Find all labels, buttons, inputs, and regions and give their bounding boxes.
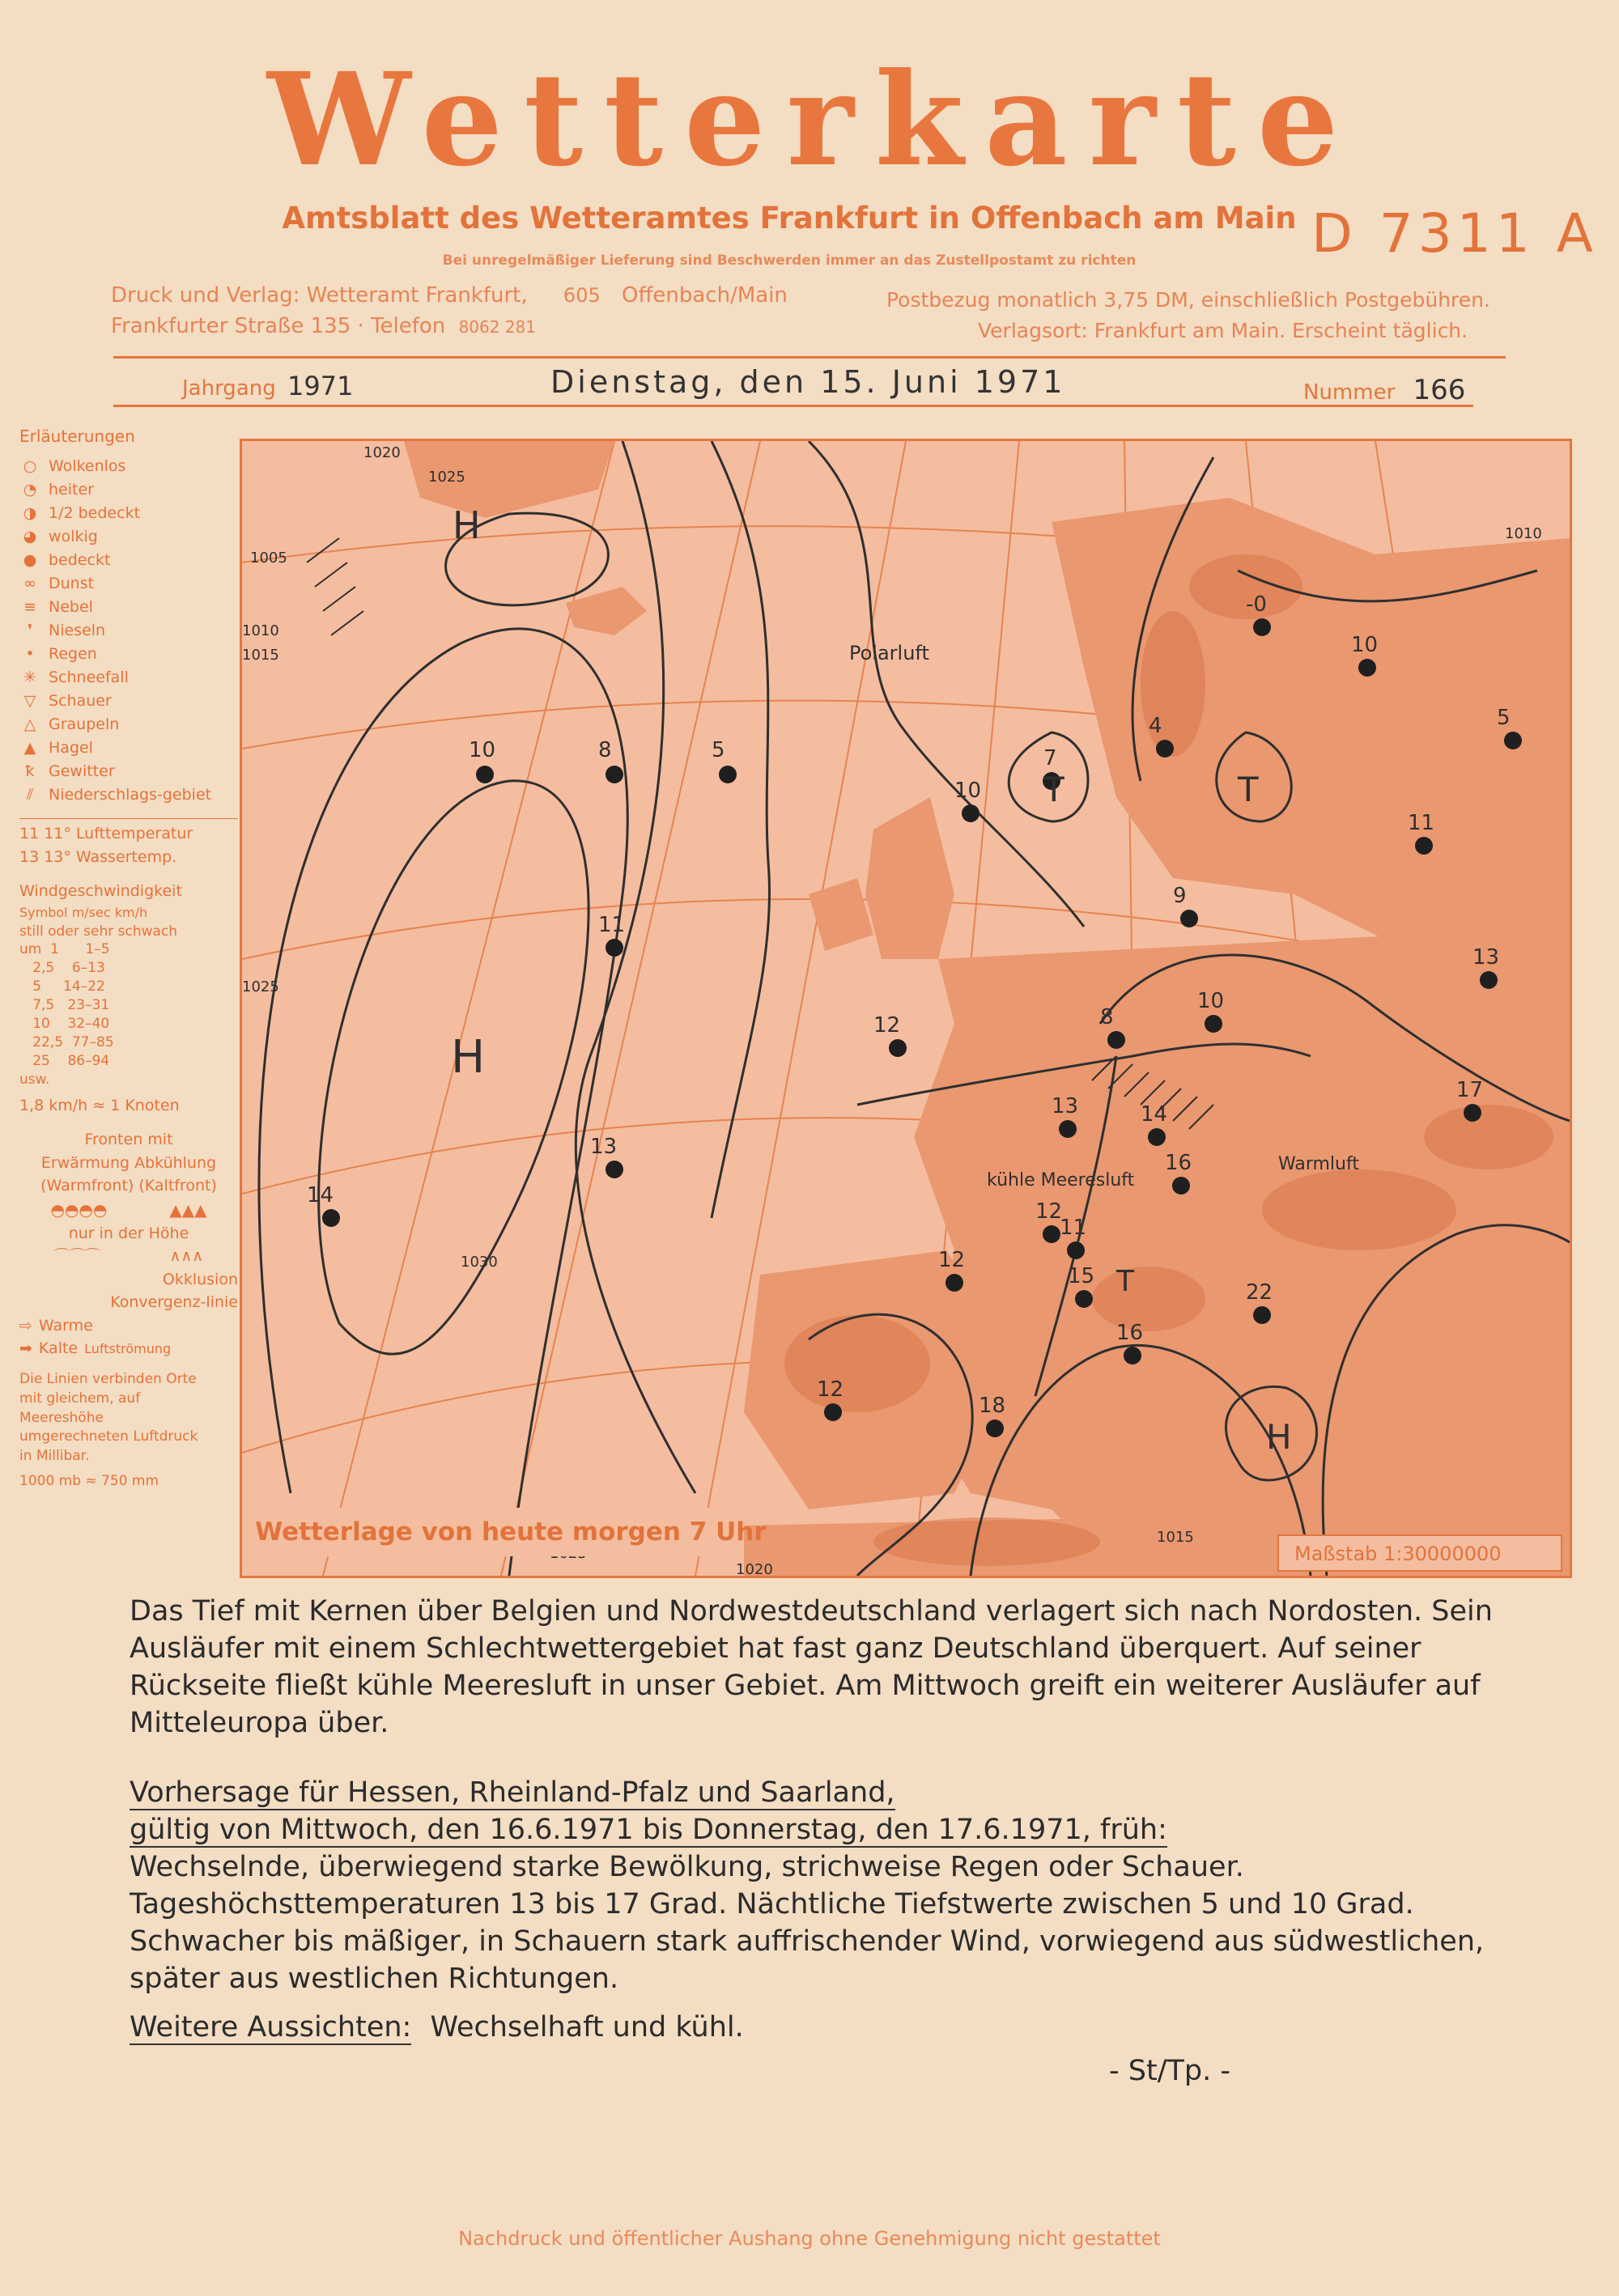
legend-heading: Erläuterungen (19, 427, 135, 446)
weather-symbol-icon: △ (23, 715, 36, 734)
subtitle: Amtsblatt des Wetteramtes Frankfurt in Offenbach am Main (282, 201, 1297, 236)
svg-text:1010: 1010 (1505, 525, 1542, 542)
forecast-head-2-text: gültig von Mittwoch, den 16.6.1971 bis Donnerstag, den 17.6.1971, früh: (130, 1814, 1167, 1846)
legend-item (19, 596, 238, 619)
legend-knot-note: 1,8 km/h ≈ 1 Knoten (19, 1096, 180, 1114)
forecast-text: Wechselnde, überwiegend starke Bewölkung, strichweise Regen oder Schauer. Tageshöchsttemperaturen 13 bis 17 Grad. Nächtliche Tiefstwerte zwischen 5 und 10 Grad. Schwacher bis mäßiger, in Schauern stark auffrischender Wind, vorwiegend aus südwestlichen, später aus westlichen Richtungen. (130, 1851, 1485, 1995)
weather-symbol-icon: ≡ (23, 598, 36, 617)
map-scale: Maßstab 1:30000000 (1294, 1543, 1502, 1565)
svg-text:1005: 1005 (250, 550, 287, 567)
legend-item (19, 666, 238, 690)
note-meeresluft: kühle Meeresluft (987, 1170, 1135, 1190)
signature: - St/Tp. - (1109, 2055, 1230, 2087)
legend-item (19, 478, 238, 502)
svg-text:9: 9 (1173, 884, 1187, 908)
svg-text:10: 10 (1197, 989, 1225, 1013)
legend-cold-air (19, 1337, 238, 1360)
upper-warmfront-icon: ⌒⌒⌒ (53, 1247, 100, 1266)
svg-text:10: 10 (954, 779, 982, 803)
svg-text:1025: 1025 (242, 978, 279, 995)
outlook-label: Weitere Aussichten: (130, 2011, 412, 2043)
legend-fronts-heading: Fronten mit (84, 1131, 173, 1149)
legend-items (19, 455, 238, 807)
weather-map-svg (242, 441, 1570, 1576)
svg-text:11: 11 (1408, 811, 1435, 835)
svg-text:16: 16 (1116, 1321, 1144, 1345)
legend-upper: nur in der Höhe (68, 1224, 189, 1242)
svg-text:1015: 1015 (242, 647, 279, 664)
weather-symbol-icon: ◕ (23, 528, 37, 546)
phone-number: 8062 281 (458, 317, 536, 337)
legend-item (19, 525, 238, 549)
legend-wind-heading: Windgeschwindigkeit (19, 882, 182, 900)
publisher-zip: 605 (563, 284, 601, 307)
note-polarluft: Polarluft (849, 642, 929, 664)
weather-map (240, 439, 1572, 1578)
legend-isobar-note: Die Linien verbinden Orte mit gleichem, auf Meereshöhe umgerechneten Luftdruck in Millibar. (19, 1370, 198, 1465)
publisher-line-1 (111, 283, 788, 308)
weather-symbol-icon: • (25, 645, 35, 664)
weather-symbol-icon: ● (23, 551, 37, 570)
situation-text: Das Tief mit Kernen über Belgien und Nordwestdeutschland verlagert sich nach Nordosten. Sein Ausläufer mit einem Schlechtwettergebiet hat fast ganz Deutschland überquert. Auf seiner Rückseite fließt kühle Meeresluft in unser Gebiet. Am Mittwoch greift ein weiterer Ausläufer auf Mitteleuropa über. (130, 1595, 1493, 1739)
low-center-label: T (1238, 770, 1259, 809)
weather-symbol-icon: ✳ (23, 668, 36, 687)
complaint-note: Bei unregelmäßiger Lieferung sind Beschwerden immer an das Zustellpostamt zu richten (442, 253, 1137, 269)
svg-text:12: 12 (1035, 1199, 1063, 1224)
legend-item (19, 502, 238, 525)
legend-wind-rows (19, 923, 238, 1089)
legend-item-label: Nebel (49, 598, 93, 617)
legend-item-label: wolkig (49, 528, 98, 546)
footer-note: Nachdruck und öffentlicher Aushang ohne Genehmigung nicht gestattet (458, 2227, 1161, 2250)
legend-item-label: Dunst (49, 575, 95, 593)
forecast-head-2 (130, 1811, 1554, 1848)
weather-symbol-icon: ❜ (27, 622, 33, 640)
legend-item (19, 549, 238, 572)
svg-text:10: 10 (469, 738, 496, 762)
warmfront-icon: ◓◓◓◓ (50, 1199, 108, 1220)
map-caption: Wetterlage von heute morgen 7 Uhr (255, 1517, 767, 1547)
svg-text:8: 8 (598, 738, 612, 762)
wind-row: still oder sehr schwach (19, 923, 178, 940)
continent (914, 927, 1570, 1576)
svg-text:14: 14 (1141, 1102, 1168, 1127)
svg-text:18: 18 (979, 1394, 1006, 1418)
publisher-city: Offenbach/Main (622, 283, 788, 308)
legend-upper-symbols (19, 1245, 238, 1268)
low-center-label: T (1043, 770, 1064, 809)
wind-row: um 1 1–5 (19, 941, 110, 958)
publisher-address: Frankfurter Straße 135 · Telefon (111, 314, 446, 338)
svg-text:16: 16 (1165, 1151, 1192, 1175)
svg-text:13: 13 (590, 1135, 618, 1159)
svg-text:8: 8 (1100, 1005, 1114, 1029)
legend-item-label: Wolkenlos (49, 457, 126, 476)
subscription-line-2: Verlagsort: Frankfurt am Main. Erscheint täglich. (978, 319, 1468, 342)
svg-text:1020: 1020 (363, 444, 401, 461)
header-rule-top (113, 356, 1506, 359)
outlook-text: Wechselhaft und kühl. (430, 2011, 744, 2043)
legend-item-label: Regen (49, 645, 97, 664)
legend-cold: Kalte (38, 1339, 79, 1358)
forecast-head-1-text: Vorhersage für Hessen, Rheinland-Pfalz und Saarland, (130, 1776, 895, 1809)
wind-row: 2,5 6–13 (19, 960, 105, 977)
svg-text:5: 5 (712, 738, 725, 762)
svg-text:11: 11 (598, 913, 626, 937)
legend-wind-cols: Symbol m/sec km/h (19, 904, 148, 920)
legend-item-label: bedeckt (49, 551, 111, 570)
legend-item-label: heiter (49, 481, 94, 499)
outlook (130, 2009, 1554, 2046)
weather-symbol-icon: ⫽ (26, 786, 34, 804)
upper-coldfront-icon: ∧∧∧ (169, 1247, 204, 1266)
legend-fronts-sub2: (Warmfront) (Kaltfront) (40, 1177, 217, 1195)
high-center-label: H (451, 1031, 486, 1084)
wind-row: 25 86–94 (19, 1053, 110, 1070)
legend-item (19, 643, 238, 666)
svg-text:17: 17 (1456, 1078, 1484, 1102)
wind-row: 5 14–22 (19, 978, 105, 995)
legend-item-label: Schneefall (49, 668, 129, 687)
high-center-label: H (1266, 1417, 1292, 1457)
nummer-label: Nummer (1303, 380, 1396, 405)
legend-item-label: Hagel (49, 739, 93, 758)
weather-symbol-icon: ◑ (23, 504, 37, 523)
publisher-name: Druck und Verlag: Wetteramt Frankfurt, (111, 283, 528, 308)
svg-text:4: 4 (1149, 714, 1162, 738)
page-title: Wetterkarte (267, 45, 1360, 195)
wind-row: 10 32–40 (19, 1016, 110, 1033)
svg-text:14: 14 (307, 1183, 334, 1207)
svg-text:7: 7 (1043, 746, 1057, 770)
weather-symbol-icon: ◔ (23, 481, 37, 499)
svg-text:12: 12 (938, 1248, 966, 1272)
svg-text:12: 12 (873, 1013, 901, 1038)
weather-symbol-icon: ▽ (23, 692, 36, 711)
legend-item-label: Niederschlags-gebiet (49, 786, 212, 804)
high-center-label: H (453, 503, 481, 547)
svg-text:1020: 1020 (736, 1561, 773, 1576)
legend-occlusion: Okklusion (162, 1270, 238, 1288)
weather-symbol-icon: ▲ (23, 739, 36, 758)
legend-item-label: Schauer (49, 692, 112, 711)
legend-warm-air (19, 1314, 238, 1338)
legend-warm: Warme (38, 1316, 93, 1335)
jahrgang-value: 1971 (287, 371, 354, 401)
low-center-label: T (1116, 1265, 1134, 1298)
wind-row: 7,5 23–31 (19, 997, 110, 1014)
svg-text:13: 13 (1052, 1094, 1079, 1118)
legend-item-label: Nieseln (49, 622, 106, 640)
note-warmluft: Warmluft (1278, 1154, 1359, 1174)
svg-text:12: 12 (817, 1377, 844, 1402)
legend-item (19, 783, 238, 807)
weather-symbol-icon: ∞ (23, 575, 36, 593)
nummer-value: 166 (1413, 374, 1466, 406)
doc-number: D 7311 A (1311, 202, 1598, 265)
svg-text:22: 22 (1246, 1280, 1273, 1305)
jahrgang-label: Jahrgang (182, 376, 276, 401)
issue-date: Dienstag, den 15. Juni 1971 (550, 364, 1066, 400)
svg-text:10: 10 (1351, 633, 1379, 657)
jahrgang (182, 371, 353, 401)
legend-item-label: 1/2 bedeckt (49, 504, 141, 523)
legend-mb-note: 1000 mb ≈ 750 mm (19, 1472, 159, 1489)
legend-airflow: Luftströmung (84, 1340, 172, 1356)
forecast-head-1 (130, 1774, 1554, 1811)
legend-item (19, 455, 238, 478)
legend-item (19, 690, 238, 713)
header-rule-bottom (113, 405, 1473, 407)
legend-convergence: Konvergenz-linie (110, 1293, 238, 1312)
coldfront-icon: ▲▲▲ (169, 1199, 207, 1220)
legend (19, 424, 238, 1492)
legend-item (19, 713, 238, 736)
legend-item-label: Graupeln (49, 715, 120, 734)
nummer (1303, 374, 1465, 406)
svg-text:13: 13 (1472, 945, 1500, 970)
svg-text:1030: 1030 (461, 1254, 498, 1271)
legend-item (19, 619, 238, 643)
legend-fronts-sub: Erwärmung Abkühlung (40, 1153, 217, 1172)
legend-item-label: Gewitter (49, 762, 115, 781)
legend-item (19, 572, 238, 596)
svg-text:-0: -0 (1246, 592, 1267, 617)
svg-text:1015: 1015 (1157, 1529, 1194, 1546)
legend-item (19, 760, 238, 783)
subscription-line-1: Postbezug monatlich 3,75 DM, einschließlich Postgebühren. (886, 288, 1490, 312)
legend-item (19, 736, 238, 760)
weather-symbol-icon: ○ (23, 457, 37, 476)
svg-text:15: 15 (1068, 1264, 1095, 1288)
legend-temp-water: 13 13° Wassertemp. (19, 847, 177, 866)
svg-text:5: 5 (1497, 706, 1511, 730)
weather-symbol-icon: ꝁ (25, 762, 35, 781)
wind-row: usw. (19, 1072, 50, 1088)
publisher-line-2 (111, 314, 536, 338)
legend-front-symbols (19, 1198, 238, 1222)
cold-arrow-icon: ➡ (19, 1339, 32, 1358)
forecast-block (130, 1764, 1554, 2090)
svg-text:11: 11 (1060, 1216, 1087, 1240)
svg-text:1025: 1025 (428, 469, 465, 486)
warm-arrow-icon: ⇨ (19, 1316, 32, 1335)
legend-temp-air: 11 11° Lufttemperatur (19, 818, 238, 846)
svg-text:1010: 1010 (242, 622, 279, 639)
wind-row: 22,5 77–85 (19, 1034, 114, 1051)
